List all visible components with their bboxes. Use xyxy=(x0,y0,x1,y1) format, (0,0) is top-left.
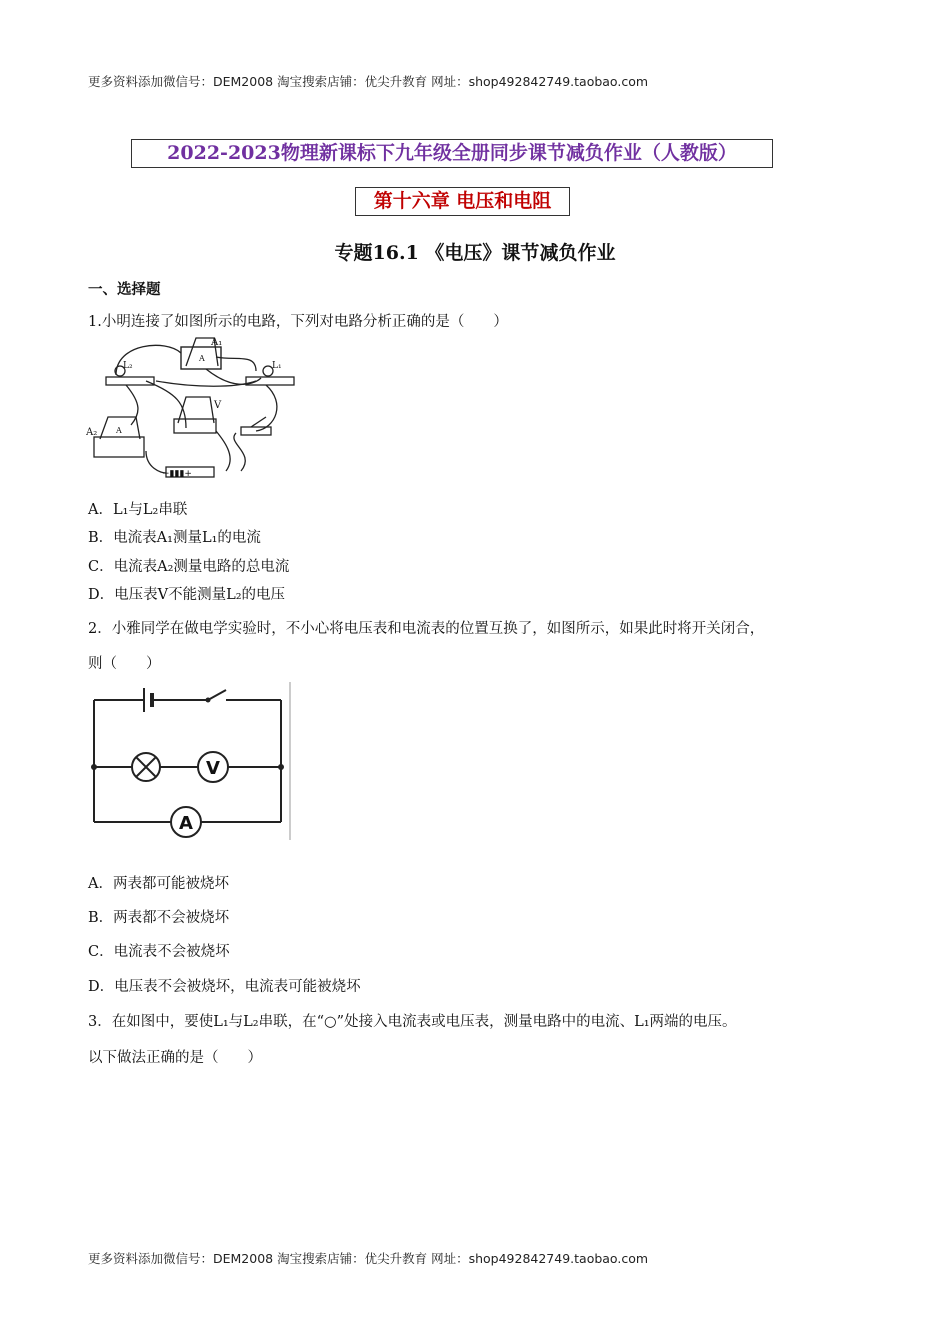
fig1-battery-label: −▮▮▮+ xyxy=(162,469,192,479)
fig2-ammeter-label: A xyxy=(179,813,193,834)
fig1-label-a1: A₁ xyxy=(211,337,223,348)
question-1-circuit-figure xyxy=(86,333,296,485)
question-2-stem-cont: 则（ ） xyxy=(88,656,161,672)
question-1-option-d: D．电压表V不能测量L₂的电压 xyxy=(88,587,286,603)
question-3-stem-cont: 以下做法正确的是（ ） xyxy=(88,1050,262,1066)
fig1-label-a2: A₂ xyxy=(86,427,98,438)
fig2-voltmeter-label: V xyxy=(206,758,220,779)
question-2-option-d: D．电压表不会被烧坏，电流表可能被烧坏 xyxy=(88,979,361,995)
question-2-stem: 2．小雅同学在做电学实验时，不小心将电压表和电流表的位置互换了，如图所示，如果此时将开关闭合， xyxy=(88,621,765,637)
question-2-option-b: B．两表都不会被烧坏 xyxy=(88,910,230,926)
section-heading: 一、选择题 xyxy=(88,281,161,298)
question-2-circuit-figure xyxy=(86,680,294,842)
fig1-label-l2: L₂ xyxy=(123,361,133,371)
question-2-option-a: A．两表都可能被烧坏 xyxy=(88,876,229,892)
topic-title: 专题16.1 《电压》课节减负作业 xyxy=(334,242,616,264)
chapter-title: 第十六章 电压和电阻 xyxy=(355,187,570,216)
question-3-stem: 3．在如图中，要使L₁与L₂串联，在“○”处接入电流表或电压表，测量电路中的电流、L₁两端的电压。 xyxy=(88,1014,737,1030)
question-1-stem: 1.小明连接了如图所示的电路，下列对电路分析正确的是（ ） xyxy=(88,314,508,330)
question-1-option-c: C．电流表A₂测量电路的总电流 xyxy=(88,559,290,575)
page-header: 更多资料添加微信号：DEM2008 淘宝搜索店铺：优尖升教育 网址：shop492842749.taobao.com xyxy=(88,74,649,89)
fig1-label-l1: L₁ xyxy=(272,361,282,371)
document-title: 2022-2023物理新课标下九年级全册同步课节减负作业（人教版） xyxy=(131,139,773,168)
fig1-a1-face: A xyxy=(199,354,205,363)
fig1-a2-face: A xyxy=(116,426,122,435)
page-footer: 更多资料添加微信号：DEM2008 淘宝搜索店铺：优尖升教育 网址：shop492842749.taobao.com xyxy=(88,1251,649,1266)
fig1-label-v: V xyxy=(214,400,222,411)
question-1-option-a: A．L₁与L₂串联 xyxy=(88,502,188,518)
question-1-option-b: B．电流表A₁测量L₁的电流 xyxy=(88,530,261,546)
question-2-option-c: C．电流表不会被烧坏 xyxy=(88,944,230,960)
